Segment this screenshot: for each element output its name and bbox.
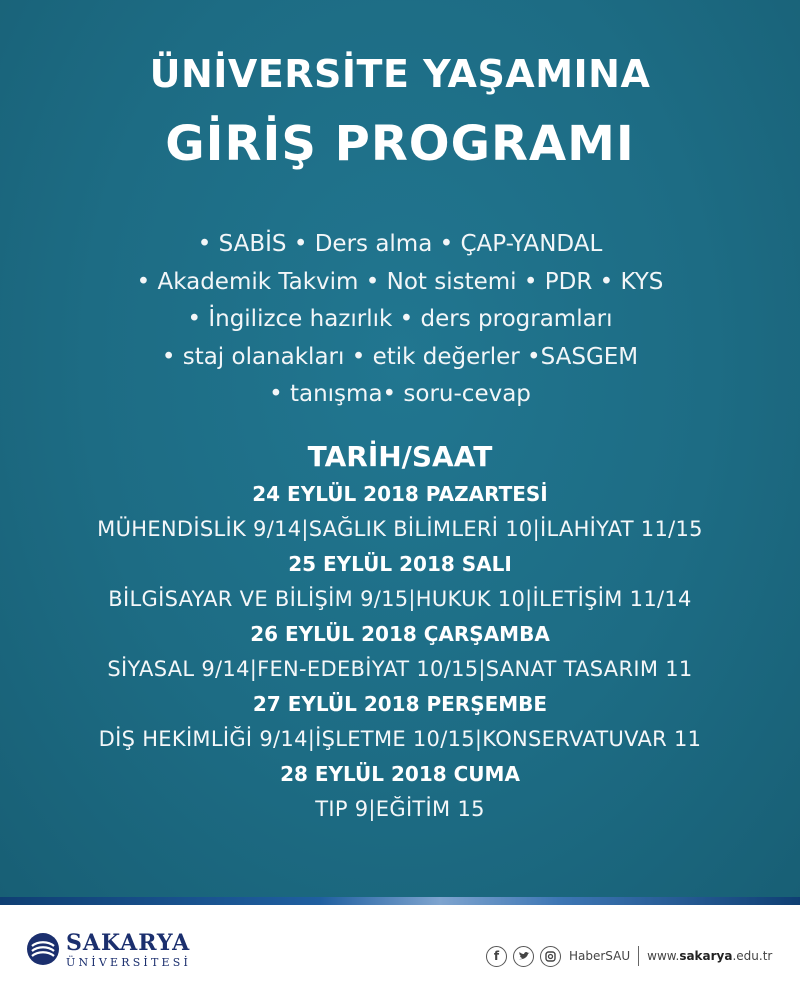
day-date: 25 EYLÜL 2018 SALI [288,552,512,576]
twitter-icon[interactable] [513,946,534,967]
schedule-list [0,478,800,828]
day-date: 28 EYLÜL 2018 CUMA [280,762,520,786]
footer-bar [0,905,800,1000]
logo-name: SAKARYA [66,930,191,956]
topic-line: • staj olanakları • etik değerler •SASGEM [161,343,639,370]
social-handle[interactable]: HaberSAU [569,949,631,963]
footer-stripe [0,897,800,905]
day-date: 24 EYLÜL 2018 PAZARTESİ [252,482,548,506]
topic-line: • Akademik Takvim • Not sistemi • PDR • KYS [136,268,664,295]
topic-line: • tanışma• soru-cevap [269,381,531,407]
day-units: TIP 9|EĞİTİM 15 [315,797,485,821]
logo-subtitle: ÜNİVERSİTESİ [66,956,192,969]
instagram-icon[interactable] [540,946,561,967]
topics-list [0,226,800,414]
day-date: 27 EYLÜL 2018 PERŞEMBE [252,692,548,716]
day-units: SİYASAL 9/14|FEN-EDEBİYAT 10/15|SANAT TASARIM 11 [107,657,693,681]
facebook-icon[interactable]: f [486,946,507,967]
title-line-2: GİRİŞ PROGRAMI [165,116,635,172]
topic-line: • İngilizce hazırlık • ders programları [187,306,613,332]
footer-divider [638,946,639,966]
university-logo-icon [26,932,60,966]
day-units: MÜHENDİSLİK 9/14|SAĞLIK BİLİMLERİ 10|İLAHİYAT 11/15 [97,517,703,541]
title-line-1: ÜNİVERSİTE YAŞAMINA [149,52,651,96]
schedule-heading: TARİH/SAAT [307,440,493,473]
social-links [486,945,772,967]
day-units: BİLGİSAYAR VE BİLİŞİM 9/15|HUKUK 10|İLETİŞİM 11/14 [108,587,692,611]
day-units: DİŞ HEKİMLİĞİ 9/14|İŞLETME 10/15|KONSERVATUVAR 11 [98,727,702,751]
day-date: 26 EYLÜL 2018 ÇARŞAMBA [250,622,550,646]
website-link[interactable]: www.sakarya.edu.tr [647,949,773,963]
topic-line: • SABİS • Ders alma • ÇAP-YANDAL [197,231,603,257]
